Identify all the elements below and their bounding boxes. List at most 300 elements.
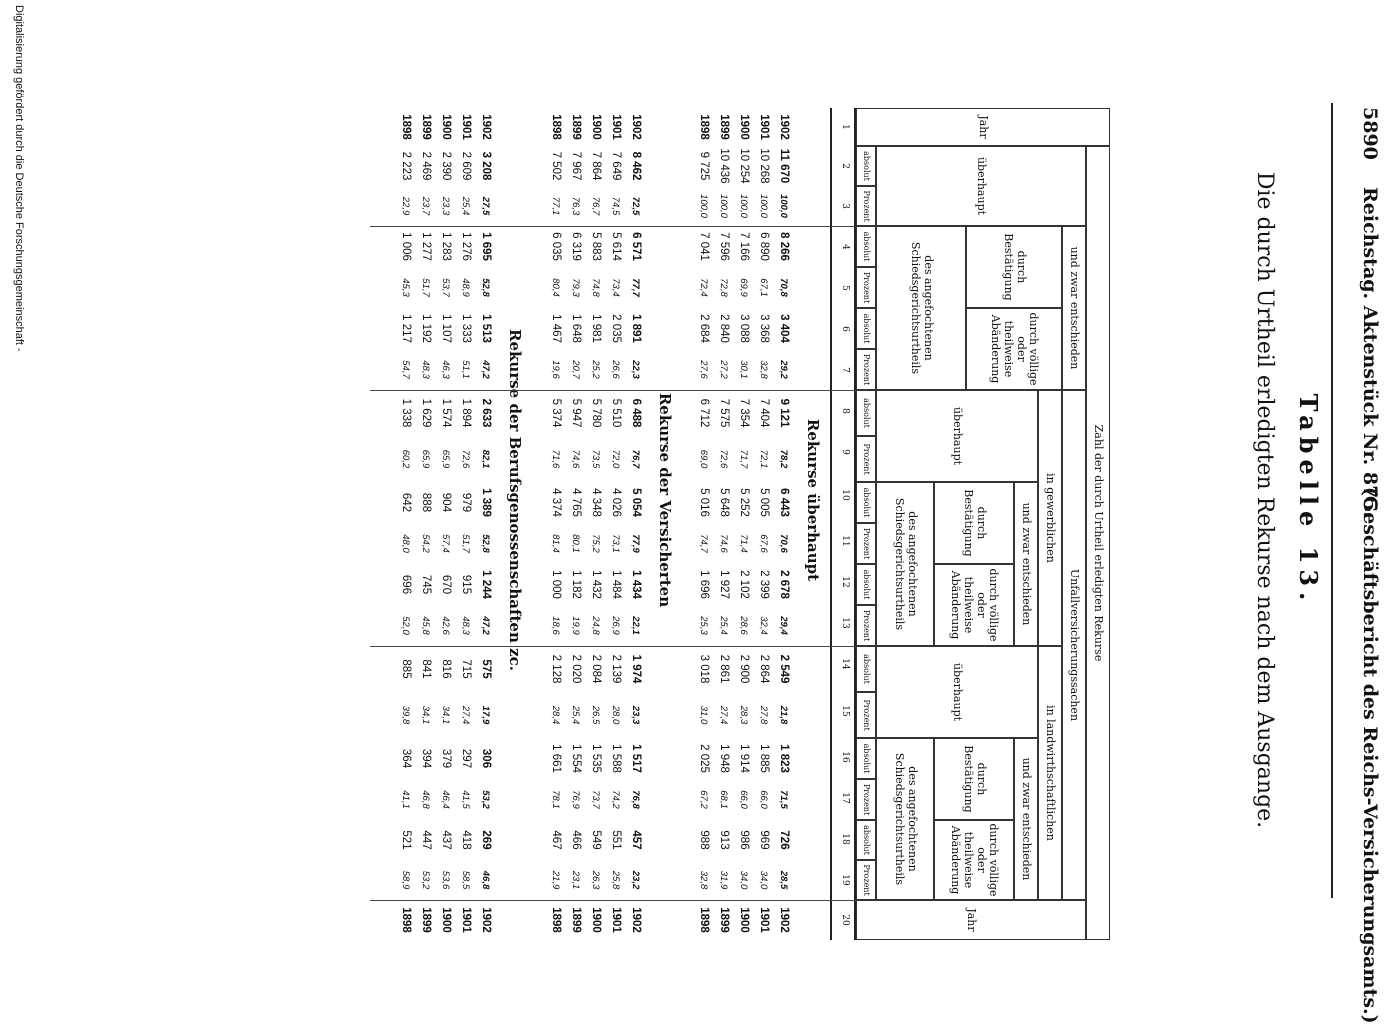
- cell-prozent: 47,2: [480, 616, 492, 635]
- cell-absolut: 1 981: [590, 314, 602, 343]
- header-ueberhaupt-land: überhaupt: [876, 646, 1038, 738]
- table-title: Tabelle 13.: [1294, 393, 1323, 607]
- cell-prozent: 47,2: [480, 360, 492, 379]
- cell-absolut: 2 102: [738, 570, 750, 599]
- cell-prozent: 21,8: [778, 705, 790, 725]
- cell-absolut: 1 648: [570, 314, 582, 343]
- table-row: [456, 108, 476, 940]
- cell-prozent: 32,8: [758, 360, 770, 379]
- cell-absolut: 1 974: [630, 654, 642, 684]
- block-insured: [546, 108, 646, 940]
- cell-absolut: 1 891: [630, 314, 642, 343]
- cell-absolut: 364: [400, 748, 412, 769]
- cell-prozent: 45,8: [420, 616, 432, 635]
- column-number: 8: [840, 408, 850, 414]
- cell-prozent: 48,9: [460, 278, 472, 297]
- table-overall: [694, 108, 794, 940]
- cell-absolut: 10 436: [718, 148, 730, 184]
- cell-prozent: 73,4: [610, 278, 622, 297]
- cell-absolut: 1 574: [440, 398, 452, 428]
- cell-absolut: 1 695: [480, 232, 492, 261]
- cell-prozent: 27,8: [758, 705, 770, 725]
- cell-absolut: 2 609: [460, 151, 472, 181]
- subheader-prozent: Prozent: [856, 436, 876, 482]
- cell-prozent: 46,3: [440, 360, 452, 379]
- column-number: 5: [840, 285, 850, 291]
- running-head-right: (Geschäftsbericht des Reichs-Versicherungsamts.): [1359, 487, 1381, 1024]
- cell-prozent: 21,9: [550, 870, 562, 890]
- header-landwirth: in landwirthschaftlichen: [1038, 646, 1062, 900]
- cell-prozent: 26,9: [610, 616, 622, 635]
- subheader-absolut: absolut: [856, 820, 876, 860]
- cell-prozent: 28,4: [550, 705, 562, 725]
- cell-prozent: 32,8: [698, 870, 710, 890]
- row-year: 1902: [778, 907, 790, 933]
- header-und-zwar-land: und zwar entschieden: [1014, 738, 1038, 900]
- cell-absolut: 1 333: [460, 314, 472, 343]
- cell-absolut: 5 005: [758, 488, 770, 517]
- column-number: 9: [840, 449, 850, 455]
- cell-prozent: 22,9: [400, 196, 412, 216]
- cell-prozent: 22,3: [630, 360, 642, 379]
- header-schiedsgericht-land: des angefochtenen Schiedsgerichtsurtheils: [876, 738, 934, 900]
- table-subtitle: Die durch Urtheil erledigten Rekurse nach dem Ausgange.: [1252, 171, 1277, 829]
- cell-absolut: 7 864: [590, 151, 602, 181]
- table-row: [546, 108, 566, 940]
- cell-absolut: 379: [440, 748, 452, 769]
- column-number: 17: [840, 792, 850, 804]
- table-row: [774, 108, 794, 940]
- cell-prozent: 58,5: [460, 870, 472, 890]
- cell-prozent: 60,2: [400, 449, 412, 469]
- cell-absolut: 1 277: [420, 232, 432, 261]
- cell-prozent: 53,7: [440, 278, 452, 297]
- cell-absolut: 10 254: [738, 148, 750, 184]
- row-year: 1899: [420, 907, 432, 933]
- cell-absolut: 696: [400, 574, 412, 595]
- cell-absolut: 297: [460, 748, 472, 769]
- cell-prozent: 52,0: [400, 616, 412, 635]
- cell-prozent: 74,5: [610, 196, 622, 216]
- cell-absolut: 2 840: [718, 314, 730, 343]
- cell-prozent: 17,9: [480, 705, 492, 725]
- cell-absolut: 1 000: [550, 570, 562, 599]
- cell-absolut: 551: [610, 830, 622, 850]
- row-year: 1902: [480, 907, 492, 933]
- cell-absolut: 5 648: [718, 488, 730, 517]
- column-number: 11: [840, 535, 850, 547]
- cell-prozent: 66,0: [758, 790, 770, 809]
- cell-absolut: 269: [480, 830, 492, 850]
- cell-prozent: 23,7: [420, 196, 432, 216]
- cell-prozent: 72,0: [610, 449, 622, 469]
- cell-absolut: 1 513: [480, 314, 492, 343]
- cell-prozent: 80,4: [550, 278, 562, 297]
- cell-prozent: 27,5: [480, 196, 492, 216]
- cell-prozent: 72,1: [758, 449, 770, 469]
- cell-prozent: 29,4: [778, 616, 790, 635]
- row-year: 1901: [758, 907, 770, 933]
- row-year: 1901: [610, 114, 622, 140]
- cell-prozent: 73,7: [590, 790, 602, 809]
- cell-absolut: 915: [460, 574, 472, 595]
- cell-prozent: 71,5: [778, 790, 790, 809]
- cell-absolut: 6 443: [778, 488, 790, 517]
- cell-prozent: 30,1: [738, 360, 750, 379]
- table-row: [476, 108, 496, 940]
- cell-absolut: 5 054: [630, 488, 642, 517]
- cell-absolut: 1 696: [698, 570, 710, 599]
- cell-absolut: 2 084: [590, 654, 602, 684]
- cell-absolut: 841: [420, 659, 432, 679]
- running-head: [1347, 107, 1387, 1024]
- cell-absolut: 1 484: [610, 570, 622, 599]
- cell-prozent: 34,0: [758, 870, 770, 890]
- header-bestaetigung-land: durch Bestätigung: [934, 738, 1014, 820]
- cell-absolut: 2 900: [738, 654, 750, 684]
- cell-absolut: 988: [698, 830, 710, 850]
- cell-absolut: 306: [480, 748, 492, 769]
- cell-absolut: 1 276: [460, 232, 472, 261]
- cell-prozent: 23,1: [570, 870, 582, 890]
- column-number: 3: [840, 203, 850, 209]
- cell-prozent: 82,1: [480, 449, 492, 469]
- cell-absolut: 1 434: [630, 570, 642, 599]
- cell-absolut: 2 025: [698, 744, 710, 773]
- column-number: 12: [840, 576, 850, 588]
- cell-prozent: 51,1: [460, 360, 472, 379]
- cell-prozent: 46,4: [440, 790, 452, 809]
- cell-absolut: 2 864: [758, 654, 770, 684]
- cell-prozent: 72,8: [718, 278, 730, 297]
- header-abaenderung-total: durch völlige oder theilweise Abänderung: [966, 308, 1062, 390]
- cell-absolut: 10 268: [758, 148, 770, 184]
- row-year: 1899: [718, 114, 730, 140]
- cell-absolut: 7 575: [718, 398, 730, 428]
- cell-prozent: 76,7: [590, 196, 602, 216]
- cell-prozent: 100,0: [758, 194, 770, 218]
- table-insured: [546, 108, 646, 940]
- cell-prozent: 25,8: [610, 870, 622, 890]
- cell-prozent: 75,2: [590, 534, 602, 553]
- row-year: 1898: [550, 114, 562, 140]
- cell-prozent: 57,4: [440, 534, 452, 553]
- table-row: [694, 108, 714, 940]
- cell-prozent: 24,8: [590, 616, 602, 635]
- cell-absolut: 1 338: [400, 398, 412, 428]
- header-ueberhaupt-gew: überhaupt: [876, 390, 1038, 482]
- cell-absolut: 5 947: [570, 398, 582, 428]
- header-abaenderung-land: durch völlige oder theilweise Abänderung: [934, 820, 1014, 900]
- cell-prozent: 66,0: [738, 790, 750, 809]
- running-head-left: Reichstag. Aktenstück Nr. 875.: [1359, 187, 1381, 519]
- cell-absolut: 575: [480, 659, 492, 679]
- page-number: 5890: [1359, 107, 1381, 160]
- row-year: 1900: [738, 114, 750, 140]
- cell-prozent: 80,1: [570, 534, 582, 553]
- cell-absolut: 904: [440, 492, 452, 513]
- cell-prozent: 73,5: [590, 449, 602, 469]
- cell-absolut: 466: [570, 830, 582, 850]
- cell-prozent: 78,2: [778, 449, 790, 469]
- row-year: 1898: [698, 114, 710, 140]
- table-row: [754, 108, 774, 940]
- cell-absolut: 7 967: [570, 151, 582, 181]
- row-year: 1898: [698, 907, 710, 933]
- cell-absolut: 2 035: [610, 314, 622, 343]
- cell-absolut: 2 469: [420, 151, 432, 181]
- row-year: 1901: [460, 114, 472, 140]
- cell-absolut: 1 914: [738, 744, 750, 773]
- cell-absolut: 1 244: [480, 570, 492, 599]
- table-row: [396, 108, 416, 940]
- cell-prozent: 77,7: [630, 278, 642, 297]
- subheader-absolut: absolut: [856, 564, 876, 605]
- subheader-prozent: Prozent: [856, 605, 876, 646]
- cell-prozent: 25,4: [460, 196, 472, 216]
- cell-absolut: 457: [630, 830, 642, 850]
- divider-line: [370, 390, 856, 391]
- row-year: 1900: [590, 114, 602, 140]
- cell-prozent: 18,6: [550, 616, 562, 635]
- row-year: 1901: [758, 114, 770, 140]
- column-number: 20: [840, 914, 850, 926]
- cell-prozent: 26,3: [590, 870, 602, 890]
- cell-prozent: 23,3: [630, 705, 642, 725]
- cell-absolut: 1 885: [758, 744, 770, 773]
- subheader-absolut: absolut: [856, 738, 876, 779]
- cell-prozent: 52,8: [480, 534, 492, 553]
- cell-absolut: 6 488: [630, 398, 642, 428]
- cell-prozent: 72,6: [460, 449, 472, 469]
- section-title-insured: Rekurse der Versicherten: [656, 392, 674, 608]
- cell-prozent: 22,1: [630, 616, 642, 635]
- cell-prozent: 19,6: [550, 360, 562, 379]
- cell-absolut: 2 684: [698, 314, 710, 343]
- subheader-prozent: Prozent: [856, 692, 876, 738]
- column-number: 7: [840, 367, 850, 373]
- cell-prozent: 46,8: [480, 870, 492, 890]
- subheader-absolut: absolut: [856, 226, 876, 267]
- cell-absolut: 4 348: [590, 488, 602, 517]
- row-year: 1900: [738, 907, 750, 933]
- header-rule: [1331, 103, 1333, 898]
- header-gewerblich: in gewerblichen: [1038, 390, 1062, 646]
- cell-absolut: 3 368: [758, 314, 770, 343]
- column-number: 4: [840, 244, 850, 250]
- cell-prozent: 34,1: [420, 705, 432, 725]
- table-row: [436, 108, 456, 940]
- column-number: 6: [840, 326, 850, 332]
- header-unfall: Unfallversicherungssachen: [1062, 390, 1086, 900]
- row-year: 1899: [718, 907, 730, 933]
- table-row: [626, 108, 646, 940]
- row-year: 1900: [440, 114, 452, 140]
- cell-absolut: 1 535: [590, 744, 602, 773]
- cell-prozent: 53,2: [420, 870, 432, 890]
- column-number: 1: [840, 124, 850, 130]
- header-bestaetigung-gew: durch Bestätigung: [934, 482, 1014, 564]
- cell-prozent: 34,1: [440, 705, 452, 725]
- table-row: [416, 108, 436, 940]
- row-year: 1899: [570, 114, 582, 140]
- header-ueberhaupt-total: überhaupt: [876, 146, 1086, 226]
- table-row: [586, 108, 606, 940]
- cell-absolut: 1 554: [570, 744, 582, 773]
- cell-absolut: 1 107: [440, 314, 452, 343]
- header-und-zwar-total: und zwar entschieden: [1062, 226, 1086, 390]
- cell-prozent: 74,6: [718, 534, 730, 553]
- cell-prozent: 81,4: [550, 534, 562, 553]
- cell-absolut: 1 517: [630, 744, 642, 773]
- cell-prozent: 52,8: [480, 278, 492, 297]
- cell-prozent: 76,3: [570, 196, 582, 216]
- cell-absolut: 6 712: [698, 398, 710, 428]
- cell-prozent: 45,3: [400, 278, 412, 297]
- cell-prozent: 27,2: [718, 360, 730, 379]
- cell-absolut: 1 389: [480, 488, 492, 517]
- cell-prozent: 41,1: [400, 790, 412, 809]
- cell-absolut: 8 266: [778, 232, 790, 261]
- cell-prozent: 31,9: [718, 870, 730, 890]
- cell-prozent: 51,7: [460, 534, 472, 553]
- cell-prozent: 73,1: [610, 534, 622, 553]
- row-year: 1898: [550, 907, 562, 933]
- cell-absolut: 1 894: [460, 398, 472, 428]
- header-schiedsgericht-total: des angefochtenen Schiedsgerichtsurtheils: [876, 226, 966, 390]
- subheader-absolut: absolut: [856, 308, 876, 349]
- header-jahr-left: Jahr: [856, 108, 1110, 146]
- cell-prozent: 34,0: [738, 870, 750, 890]
- cell-absolut: 2 223: [400, 151, 412, 181]
- table-row: [606, 108, 626, 940]
- row-year: 1901: [610, 907, 622, 933]
- header-jahr-right: Jahr: [856, 900, 1086, 940]
- cell-absolut: 885: [400, 659, 412, 679]
- row-year: 1898: [400, 907, 412, 933]
- column-number: 18: [840, 833, 850, 845]
- cell-prozent: 76,9: [570, 790, 582, 809]
- row-year: 1900: [440, 907, 452, 933]
- cell-absolut: 7 502: [550, 151, 562, 181]
- column-number: 14: [840, 658, 850, 670]
- subheader-prozent: Prozent: [856, 349, 876, 390]
- cell-prozent: 53,2: [480, 790, 492, 809]
- cell-absolut: 4 765: [570, 488, 582, 517]
- cell-absolut: 1 432: [590, 570, 602, 599]
- cell-absolut: 521: [400, 830, 412, 850]
- cell-prozent: 48,3: [460, 616, 472, 635]
- cell-absolut: 1 823: [778, 744, 790, 773]
- cell-prozent: 39,8: [400, 705, 412, 725]
- cell-absolut: 979: [460, 492, 472, 513]
- column-number: 10: [840, 489, 850, 501]
- subheader-prozent: Prozent: [856, 523, 876, 564]
- cell-absolut: 5 780: [590, 398, 602, 428]
- cell-prozent: 58,9: [400, 870, 412, 890]
- cell-prozent: 67,6: [758, 534, 770, 553]
- column-number-row: [830, 108, 856, 940]
- cell-prozent: 100,0: [698, 194, 710, 218]
- cell-absolut: 1 629: [420, 398, 432, 428]
- cell-absolut: 670: [440, 574, 452, 595]
- cell-absolut: 1 182: [570, 570, 582, 599]
- cell-absolut: 7 354: [738, 398, 750, 428]
- cell-prozent: 53,6: [440, 870, 452, 890]
- divider-line: [370, 646, 856, 647]
- cell-prozent: 77,9: [630, 534, 642, 553]
- cell-prozent: 65,9: [440, 449, 452, 469]
- cell-absolut: 2 399: [758, 570, 770, 599]
- cell-prozent: 100,0: [718, 194, 730, 218]
- block-associations: [396, 108, 496, 940]
- cell-prozent: 28,3: [738, 705, 750, 725]
- cell-prozent: 69,9: [738, 278, 750, 297]
- cell-absolut: 6 319: [570, 232, 582, 261]
- cell-prozent: 48,3: [420, 360, 432, 379]
- subheader-prozent: Prozent: [856, 186, 876, 226]
- cell-prozent: 25,4: [570, 705, 582, 725]
- cell-absolut: 4 374: [550, 488, 562, 517]
- cell-prozent: 76,8: [630, 790, 642, 809]
- cell-prozent: 54,7: [400, 360, 412, 379]
- cell-prozent: 46,8: [420, 790, 432, 809]
- cell-absolut: 5 510: [610, 398, 622, 428]
- section-title-overall: Rekurse überhaupt: [804, 418, 822, 582]
- cell-prozent: 72,6: [718, 449, 730, 469]
- cell-absolut: 2 678: [778, 570, 790, 599]
- cell-prozent: 77,1: [550, 196, 562, 216]
- cell-absolut: 467: [550, 830, 562, 850]
- cell-prozent: 67,1: [758, 278, 770, 297]
- cell-prozent: 74,7: [698, 534, 710, 553]
- cell-prozent: 76,7: [630, 449, 642, 469]
- header-bestaetigung-total: durch Bestätigung: [966, 226, 1062, 308]
- cell-absolut: 726: [778, 830, 790, 850]
- cell-absolut: 1 588: [610, 744, 622, 773]
- subheader-prozent: Prozent: [856, 860, 876, 900]
- cell-prozent: 69,0: [698, 449, 710, 469]
- cell-absolut: 969: [758, 830, 770, 850]
- column-number: 19: [840, 874, 850, 886]
- cell-absolut: 7 166: [738, 232, 750, 261]
- cell-prozent: 67,2: [698, 790, 710, 809]
- cell-absolut: 7 596: [718, 232, 730, 261]
- cell-absolut: 2 633: [480, 398, 492, 428]
- cell-prozent: 41,5: [460, 790, 472, 809]
- cell-prozent: 28,6: [738, 616, 750, 635]
- column-number: 2: [840, 163, 850, 169]
- cell-prozent: 32,4: [758, 616, 770, 635]
- cell-prozent: 20,7: [570, 360, 582, 379]
- cell-prozent: 23,3: [440, 196, 452, 216]
- cell-absolut: 913: [718, 830, 730, 850]
- section-title-associations: Rekurse der Berufsgenossenschaften zc.: [506, 329, 524, 671]
- cell-absolut: 715: [460, 659, 472, 679]
- row-year: 1902: [630, 907, 642, 933]
- cell-absolut: 8 462: [630, 151, 642, 181]
- subheader-absolut: absolut: [856, 646, 876, 692]
- cell-prozent: 70,6: [778, 534, 790, 553]
- cell-prozent: 48,0: [400, 534, 412, 553]
- cell-absolut: 642: [400, 492, 412, 513]
- header-schiedsgericht-gew: des angefochtenen Schiedsgerichtsurtheils: [876, 482, 934, 646]
- header-abaenderung-gew: durch völlige oder theilweise Abänderung: [934, 564, 1014, 646]
- subheader-prozent: Prozent: [856, 267, 876, 308]
- cell-absolut: 11 670: [778, 148, 790, 184]
- row-year: 1902: [630, 114, 642, 140]
- cell-absolut: 5 374: [550, 398, 562, 428]
